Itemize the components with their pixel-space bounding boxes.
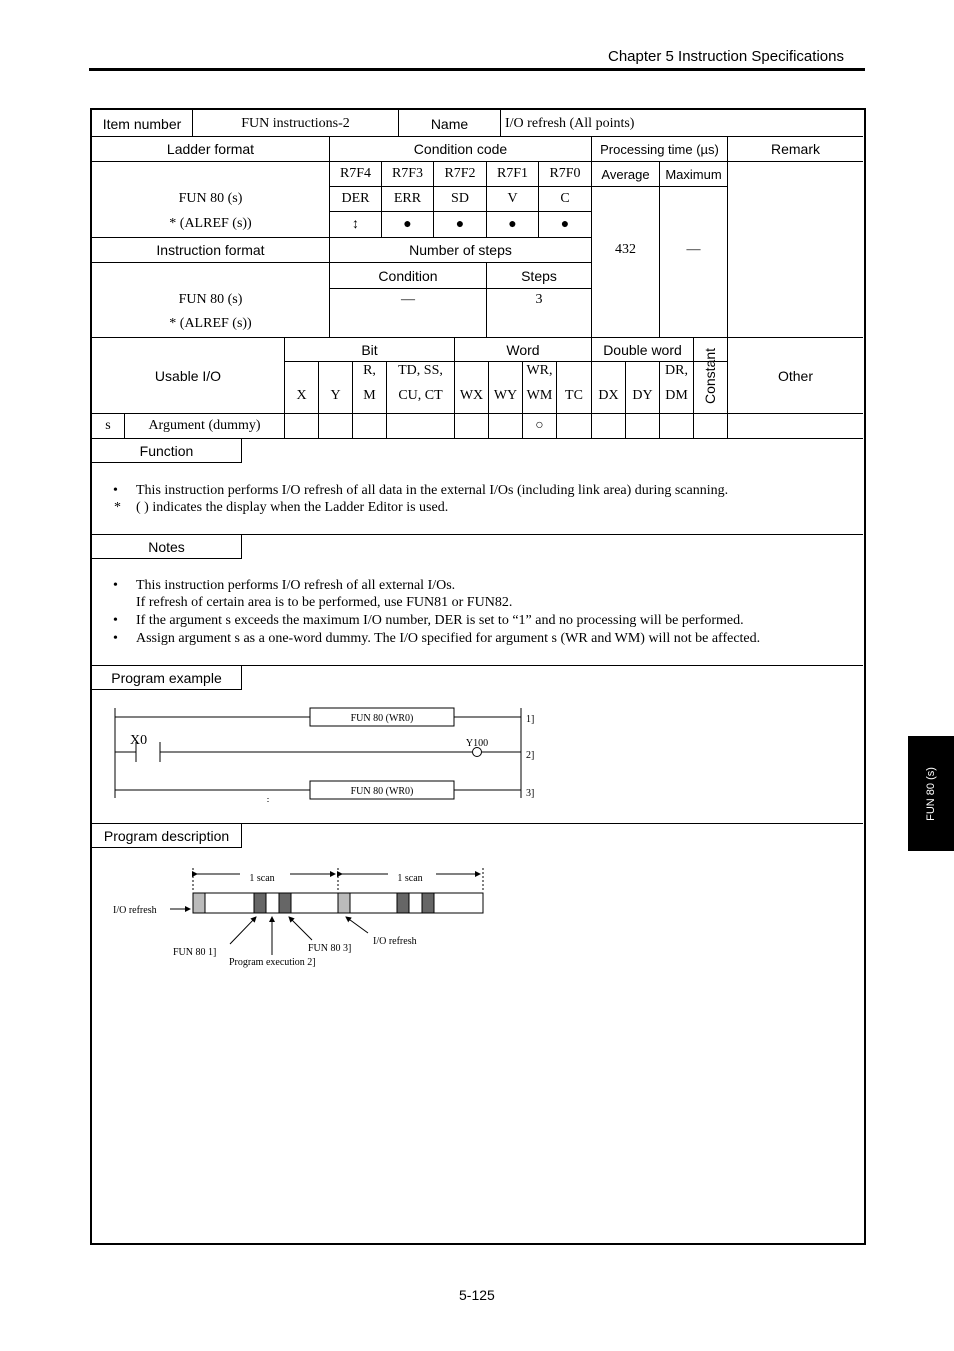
col-td-top: TD, SS, [398, 363, 443, 378]
remark-label: Remark [770, 141, 820, 157]
fun80-block-3b [422, 893, 434, 913]
col-wrwm-bottom: WM [526, 388, 553, 403]
average-label: Average [601, 166, 650, 182]
flag-r7f4: R7F4 [339, 166, 372, 181]
program-execution-label: Program execution 2] [229, 957, 316, 968]
function-asterisk: * [114, 500, 121, 515]
ladder-line1: FUN 80 (s) [178, 191, 243, 206]
function-bullet: • [113, 483, 118, 498]
notes-bullet-3: • [113, 631, 118, 646]
flag-state-sd: ● [455, 216, 465, 232]
rung-ref-1: 1] [526, 714, 535, 725]
instr-line2: * (ALREF (s)) [169, 316, 252, 331]
processing-time-label: Processing time (µs) [600, 141, 719, 157]
flag-r7f3: R7F3 [391, 166, 424, 181]
average-value: 432 [615, 242, 636, 257]
scan-label-1: 1 scan [249, 873, 275, 884]
flag-name-c: C [560, 191, 570, 206]
col-wrwm-top: WR, [526, 363, 553, 378]
instr-line1: FUN 80 (s) [178, 292, 243, 307]
program-description-label: Program description [92, 824, 242, 848]
steps-label: Steps [521, 267, 557, 284]
col-drdm-bottom: DM [665, 388, 688, 403]
condition-label: Condition [378, 267, 438, 284]
coil-label: Y100 [465, 738, 489, 749]
flag-r7f0: R7F0 [549, 166, 581, 181]
rung-ref-2: 2] [526, 750, 535, 761]
fun80-block-3 [279, 893, 291, 913]
name-label: Name [430, 116, 469, 132]
flag-state-v: ● [508, 216, 517, 232]
contact-label: X0 [130, 733, 148, 748]
function-line2: ( ) indicates the display when the Ladder Editor is used. [136, 500, 449, 515]
flag-name-err: ERR [393, 191, 422, 206]
rung-ref-3: 3] [526, 788, 535, 799]
function-label: Function [92, 439, 242, 463]
argument-wrwm-mark: ○ [535, 418, 544, 433]
name-value: I/O refresh (All points) [505, 116, 635, 131]
other-label: Other [777, 367, 813, 384]
fun80-3-label: FUN 80 3] [308, 943, 352, 954]
col-rm-bottom: M [363, 388, 376, 403]
col-drdm-top: DR, [665, 363, 688, 378]
col-wy: WY [493, 388, 518, 403]
flag-state-err: ● [403, 216, 412, 232]
maximum-label: Maximum [665, 166, 722, 182]
col-rm-top: R, [363, 363, 376, 378]
argument-symbol: s [105, 418, 111, 433]
notes-line2: If the argument s exceeds the maximum I/O number, DER is set to “1” and no processing will be performed. [136, 613, 744, 628]
steps-value: 3 [535, 292, 543, 307]
ladder-box-1-label: FUN 80 (WR0) [350, 713, 414, 724]
col-dy: DY [632, 388, 653, 403]
chapter-header: Chapter 5 Instruction Specifications [608, 48, 844, 65]
side-tab [908, 736, 954, 851]
fun80-block-1b [397, 893, 409, 913]
fun80-1-label: FUN 80 1] [173, 947, 217, 958]
col-wx: WX [459, 388, 484, 403]
col-tc: TC [565, 388, 583, 403]
bit-label: Bit [361, 341, 378, 358]
ladder-line2: * (ALREF (s)) [169, 216, 252, 231]
condition-code-label: Condition code [413, 141, 508, 157]
flag-state-c: ● [560, 216, 570, 232]
item-number-label: Item number [102, 116, 182, 132]
word-label: Word [506, 341, 540, 358]
notes-label: Notes [92, 535, 242, 559]
notes-line3: Assign argument s as a one-word dummy. The I/O specified for argument s (WR and WM) will not be affected. [136, 631, 761, 646]
program-example-label: Program example [92, 666, 242, 690]
ladder-format-label: Ladder format [166, 141, 255, 157]
flag-state-der: ↕ [352, 216, 359, 232]
maximum-value: — [686, 242, 701, 257]
constant-label: Constant [702, 347, 719, 404]
fun80-block-1 [254, 893, 266, 913]
flag-name-v: V [507, 191, 518, 206]
scan-label-2: 1 scan [397, 873, 423, 884]
side-tab-label: FUN 80 (s) [925, 766, 937, 821]
double-word-label: Double word [603, 341, 682, 358]
page-number: 5-125 [459, 1287, 495, 1303]
condition-value: — [401, 292, 415, 307]
argument-description: Argument (dummy) [148, 418, 261, 433]
flag-r7f2: R7F2 [444, 166, 476, 181]
col-x: X [296, 388, 307, 403]
col-td-bottom: CU, CT [398, 388, 443, 403]
flag-name-der: DER [341, 191, 370, 206]
col-y: Y [330, 388, 341, 403]
notes-bullet-2: • [113, 613, 118, 628]
instruction-format-label: Instruction format [156, 242, 265, 258]
io-refresh-block-1 [193, 893, 205, 913]
notes-line1b: If refresh of certain area is to be performed, use FUN81 or FUN82. [136, 595, 513, 610]
usable-io-label: Usable I/O [154, 367, 222, 384]
number-of-steps-label: Number of steps [409, 242, 512, 258]
flag-r7f1: R7F1 [496, 166, 529, 181]
io-refresh-right-label: I/O refresh [373, 936, 417, 947]
notes-line1a: This instruction performs I/O refresh of all external I/Os. [136, 578, 456, 593]
notes-bullet-1: • [113, 578, 118, 593]
item-number-value: FUN instructions-2 [241, 116, 350, 131]
io-refresh-block-2 [338, 893, 350, 913]
io-refresh-left-label: I/O refresh [113, 905, 157, 916]
ladder-box-2-label: FUN 80 (WR0) [350, 786, 414, 797]
flag-name-sd: SD [451, 191, 469, 206]
col-dx: DX [598, 388, 619, 403]
function-line1: This instruction performs I/O refresh of all data in the external I/Os (including link area) during scanning. [136, 483, 729, 498]
